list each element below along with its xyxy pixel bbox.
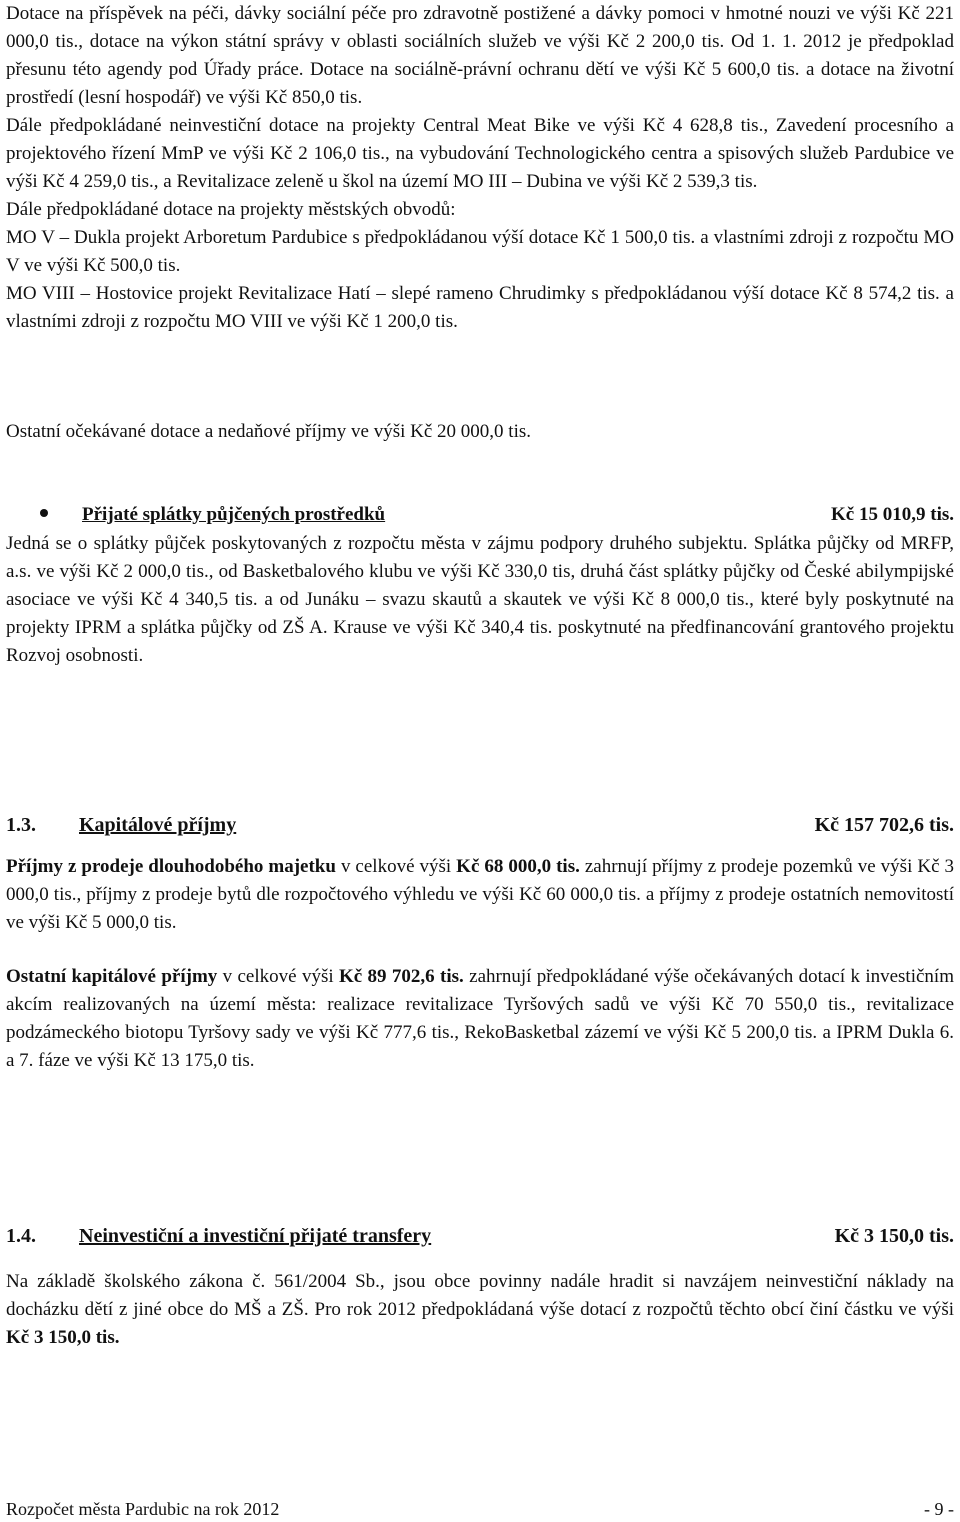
other-subsidies-block [6, 418, 954, 446]
subsidies-block [6, 0, 954, 336]
section-heading-row [6, 814, 954, 837]
footer-title: Rozpočet města Pardubic na rok 2012 [6, 1499, 280, 1519]
section-number: 1.3. [6, 814, 36, 836]
section-number: 1.4. [6, 1225, 36, 1247]
paragraph: MO VIII – Hostovice projekt Revitalizace Hatí – slepé rameno Chrudimky s předpokládanou výší dotace Kč 8 574,2 tis. a vlastními zdroji z rozpočtu MO VIII ve výši Kč 1 200,0 tis. [6, 283, 954, 332]
loans-amount: Kč 15 010,9 tis. [831, 504, 954, 525]
capital-sale-amount: Kč 68 000,0 tis. [456, 856, 580, 877]
transfers-paragraph: Na základě školského zákona č. 561/2004 Sb., jsou obce povinny nadále hradit si navzájem neinvestiční náklady na docházku dětí z jiné obce do MŠ a ZŠ. Pro rok 2012 předpokládaná výše dotací z rozpočtů těchto obcí činí částku ve výši Kč 3 150,0 tis. [6, 1271, 954, 1348]
page-footer [6, 1497, 954, 1521]
other-capital-paragraph: Ostatní kapitálové příjmy v celkové výši Kč 89 702,6 tis. zahrnují předpokládané výše očekávaných dotací k investičním akcím realizovaných na území města: realizace revitalizace Tyršových sadů ve výši Kč 70 550,0 tis., revitalizace podzámeckého biotopu Tyršovy sady ve výši Kč 777,6 tis., RekoBasketbal zázemí ve výši Kč 5 200,0 tis. a IPRM Dukla 6. a 7. fáze ve výši Kč 13 175,0 tis. [6, 966, 954, 1071]
loans-heading-row [6, 504, 954, 526]
section-amount: Kč 157 702,6 tis. [814, 814, 954, 836]
paragraph: Dále předpokládané neinvestiční dotace na projekty Central Meat Bike ve výši Kč 4 628,8 tis., Zavedení procesního a projektového řízení MmP ve výši Kč 2 106,0 tis., na vybudování Technologického centra a spisových služeb Pardubice ve výši Kč 4 259,0 tis., a Revitalizace zeleně u škol na území MO III – Dubina ve výši Kč 2 539,3 tis. [6, 115, 954, 192]
section-1-4 [6, 1225, 954, 1352]
transfers-amount: Kč 3 150,0 tis. [6, 1327, 120, 1348]
loans-block [6, 504, 954, 670]
loans-text: Jedná se o splátky půjček poskytovaných z rozpočtu města v zájmu podpory druhého subjektu. Splátka půjčky od MRFP, a.s. ve výši Kč 2 000,0 tis., od Basketbalového klubu ve výši Kč 330,0 tis, druhá část splátky půjčky od České abilympijské asociace ve výši Kč 4 340,5 tis. a od Junáku – svazu skautů a skautek ve výši Kč 8 000,0 tis., které byly poskytnuté na projekty IPRM a splátka půjčky od ZŠ A. Krause ve výši Kč 340,4 tis. poskytnuté na předfinancování grantového projektu Rozvoj osobnosti. [6, 533, 954, 666]
capital-sale-paragraph: Příjmy z prodeje dlouhodobého majetku v celkové výši Kč 68 000,0 tis. zahrnují příjmy z prodeje pozemků ve výši Kč 3 000,0 tis., příjmy z prodeje bytů dle rozpočtového výhledu ve výši Kč 60 000,0 tis. a příjmy z prodeje ostatních nemovitostí ve výši Kč 5 000,0 tis. [6, 856, 954, 933]
capital-sale-lead: Příjmy z prodeje dlouhodobého majetku [6, 856, 336, 877]
loans-heading: Přijaté splátky půjčených prostředků [82, 504, 386, 525]
section-1-3 [6, 814, 954, 1075]
page-number: - 9 - [924, 1499, 954, 1519]
paragraph: Dotace na příspěvek na péči, dávky sociální péče pro zdravotně postižené a dávky pomoci v hmotné nouzi ve výši Kč 221 000,0 tis., dotace na výkon státní správy v oblasti sociálních služeb ve výši Kč 2 200,0 tis. Od 1. 1. 2012 je předpoklad přesunu této agendy pod Úřady práce. Dotace na sociálně-právní ochranu dětí ve výši Kč 5 600,0 tis. a dotace na životní prostředí (lesní hospodář) ve výši Kč 850,0 tis. [6, 3, 954, 108]
other-capital-amount: Kč 89 702,6 tis. [338, 966, 464, 987]
paragraph: Dále předpokládané dotace na projekty městských obvodů: [6, 199, 456, 220]
paragraph: Ostatní očekávané dotace a nedaňové příjmy ve výši Kč 20 000,0 tis. [6, 421, 531, 442]
section-heading-row [6, 1225, 954, 1248]
other-capital-lead: Ostatní kapitálové příjmy [6, 966, 218, 987]
bullet-icon [40, 509, 48, 517]
section-title: Kapitálové příjmy [79, 814, 237, 836]
section-title: Neinvestiční a investiční přijaté transfery [79, 1225, 432, 1247]
paragraph: MO V – Dukla projekt Arboretum Pardubice s předpokládanou výší dotace Kč 1 500,0 tis. a vlastními zdroji z rozpočtu MO V ve výši Kč 500,0 tis. [6, 227, 954, 276]
section-amount: Kč 3 150,0 tis. [834, 1225, 954, 1247]
